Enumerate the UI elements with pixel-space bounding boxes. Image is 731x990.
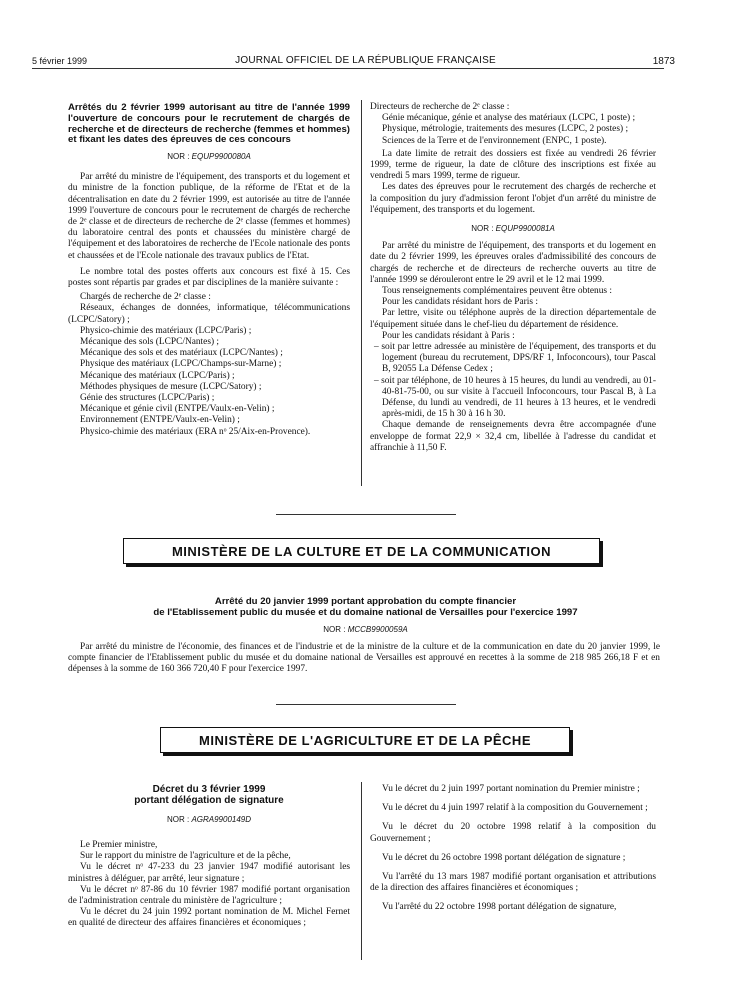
decret-right-column [370, 784, 656, 914]
header-rule [32, 68, 664, 69]
arrete1-body [68, 172, 350, 438]
paragraph: Par arrêté du ministre de l'équipement, des transports et du logement en date du 2 février 1999, les épreuves orales d'admissibilité des concours de chargés de recherche et de directeurs de recherche ouverts au titre de l'année 1999 se dérouleront entre le 29 avril et le 12 mai 1999. [370, 241, 656, 285]
arrete1-left-column [68, 103, 350, 438]
bullet-item: – soit par téléphone, de 10 heures à 15 heures, du lundi au vendredi, au 01-40-81-75-00, ou sur visite à l'accueil Infoconcours, tour Pascal B, à La Défense, du lundi au vendredi, de 11 heures à 13 heures, et le vendredi après-midi, de 15 h 30 à 16 h 30. [374, 375, 656, 420]
paragraph: Pour les candidats résidant à Paris : [382, 330, 515, 341]
list-item: Méthodes physiques de mesure (LCPC/Satory) ; [80, 381, 262, 392]
decret-nor [68, 815, 350, 824]
paragraph: Tous renseignements complémentaires peuvent être obtenus : [382, 286, 613, 297]
list-item: Physico-chimie des matériaux (ERA nᵒ 25/Aix-en-Provence). [80, 426, 311, 437]
paragraph: Vu l'arrêté du 22 octobre 1998 portant délégation de signature, [382, 902, 617, 913]
section-rule [276, 704, 456, 705]
list-item: Génie des structures (LCPC/Paris) ; [80, 393, 215, 404]
ministry-label: MINISTÈRE DE LA CULTURE ET DE LA COMMUNICATION [171, 543, 552, 559]
paragraph: Pour les candidats résidant hors de Paris : [382, 297, 538, 308]
header-date: 5 février 1999 [32, 56, 88, 66]
nor-code: AGRA9900149D [191, 815, 252, 824]
list-item: Environnement (ENTPE/Vaulx-en-Velin) ; [80, 415, 240, 426]
nor-label: NOR : [167, 152, 190, 162]
arrete2-title [40, 596, 691, 618]
nor-code: EQUP9900080A [191, 152, 251, 162]
paragraph: Par lettre, visite ou téléphone auprès de la direction départementale de l'équipement située dans le chef-lieu du département de résidence. [370, 308, 656, 330]
title-line: de l'Etablissement public du musée et du domaine national de Versailles pour l'exercice 1997 [153, 607, 578, 618]
paragraph: Vu le décret du 2 juin 1997 portant nomination du Premier ministre ; [382, 784, 640, 794]
nor-code: MCCB9900059A [347, 625, 408, 634]
paragraph: La date limite de retrait des dossiers est fixée au vendredi 26 février 1999, terme de rigueur, la date de clôture des inscriptions est fixée au vendredi 5 mars 1999, terme de rigueur. [370, 148, 656, 182]
paragraph: Les dates des épreuves pour le recrutement des chargés de recherche et la composition du jury d'admission feront l'objet d'un arrêté du ministre de l'équipement, des transports et du logement. [370, 182, 656, 215]
list-item: Mécanique des matériaux (LCPC/Paris) ; [80, 370, 235, 381]
title-line: portant délégation de signature [134, 795, 284, 806]
paragraph: Le Premier ministre, [80, 840, 158, 850]
column-separator [361, 782, 362, 960]
column-separator [361, 100, 362, 486]
ministry-label: MINISTÈRE DE L'AGRICULTURE ET DE LA PÊCHE [199, 732, 531, 748]
list-item: Physico-chimie des matériaux (LCPC/Paris) ; [80, 325, 252, 336]
nor-label: NOR : [166, 815, 190, 824]
decret-title [68, 784, 350, 806]
section-rule [276, 514, 456, 515]
bullet-item: – soit par lettre adressée au ministère de l'équipement, des transports et du logement (bureau du recrutement, DPS/RF 1, Infoconcours), tour Pascal B, 92055 La Défense Cedex ; [374, 342, 656, 375]
paragraph: Chaque demande de renseignements devra être accompagnée d'une enveloppe de format 22,9 × 32,4 cm, libellée à l'adresse du candidat et affranchie à 11,50 F. [370, 420, 656, 453]
list-heading: Chargés de recherche de 2ᵉ classe : [80, 292, 211, 303]
nor-label: NOR : [323, 625, 346, 634]
list-item: Génie mécanique, génie et analyse des matériaux (LCPC, 1 poste) ; [382, 113, 636, 124]
list-item: Mécanique des sols (LCPC/Nantes) ; [80, 337, 220, 348]
list-item: Réseaux, échanges de données, informatique, télécommunications (LCPC/Satory) ; [68, 303, 350, 325]
page-number: 1873 [652, 56, 675, 67]
ministry-culture-heading [123, 538, 600, 564]
paragraph: Vu le décret du 24 juin 1992 portant nomination de M. Michel Fernet en qualité de directeur des affaires financières et économiques ; [68, 907, 350, 929]
arrete1-title: Arrêtés du 2 février 1999 autorisant au titre de l'année 1999 l'ouverture de concours pour le recrutement de chargés de recherche et de directeurs de recherche (femmes et hommes) et fixant les dates des épreuves de ces concours [68, 102, 350, 146]
dir-heading: Directeurs de recherche de 2ᵉ classe : [370, 102, 510, 112]
paragraph: Vu le décret du 20 octobre 1998 relatif à la composition du Gouvernement ; [370, 822, 656, 844]
journal-title: JOURNAL OFFICIEL DE LA RÉPUBLIQUE FRANÇAISE [235, 55, 496, 66]
list-item: Physique, métrologie, traitements des mesures (LCPC, 2 postes) ; [382, 124, 629, 135]
nor-code: EQUP9900081A [495, 224, 555, 234]
title-line: Arrêté du 20 janvier 1999 portant approbation du compte financier [214, 596, 517, 607]
paragraph: Vu le décret nᵒ 87-86 du 10 février 1987 modifié portant organisation de l'administration centrale du ministère de l'agriculture ; [68, 884, 350, 907]
list-item: Sciences de la Terre et de l'environnement (ENPC, 1 poste). [382, 135, 607, 146]
arrete1-nor [68, 152, 350, 161]
paragraph: Sur le rapport du ministre de l'agriculture et de la pêche, [80, 851, 291, 862]
paragraph: Le nombre total des postes offerts aux concours est fixé à 15. Ces postes sont répartis par grades et par disciplines de la manière suivante : [68, 266, 350, 289]
paragraph: Vu le décret du 26 octobre 1998 portant délégation de signature ; [382, 852, 626, 863]
list-item: Mécanique et génie civil (ENTPE/Vaulx-en-Velin) ; [80, 404, 275, 415]
ministry-agri-heading [160, 727, 570, 753]
paragraph: Vu le décret du 4 juin 1997 relatif à la composition du Gouvernement ; [382, 803, 648, 814]
nor-label: NOR : [471, 224, 494, 234]
paragraph: Par arrêté du ministre de l'équipement, des transports et du logement et du ministre de la fonction publique, de la réforme de l'Etat et de la décentralisation en date du 2 février 1999, est autorisée au titre de l'année 1999 l'ouverture de concours pour le recrutement de chargés de recherche de 2ᵉ classe et de directeurs de recherche de 2ᵉ classe (femmes et hommes) du laboratoire central des ponts et chaussées du ministère chargé de l'équipement et des laboratoires de recherche de l'Ecole nationale des ponts et chaussées et de l'Ecole nationale des travaux publics de l'Etat. [68, 172, 350, 261]
arrete1b-nor [370, 223, 656, 234]
paragraph: Vu le décret nᵒ 47-233 du 23 janvier 1947 modifié autorisant les ministres à déléguer, par arrêté, leur signature ; [68, 862, 350, 884]
paragraph: Vu l'arrêté du 13 mars 1987 modifié portant organisation et attributions de la direction des affaires financières et économiques ; [370, 872, 656, 894]
arrete2-text: Par arrêté du ministre de l'économie, des finances et de l'industrie et de la ministre de la culture et de la communication en date du 20 janvier 1999, le compte financier de l'Etablissement public du musée et du domaine national de Versailles est approuvé en recettes à la somme de 218 985 266,18 F et en dépenses à la somme de 160 366 720,40 F pour l'exercice 1997. [68, 642, 660, 675]
arrete2-nor [40, 625, 691, 634]
decret-left-column [68, 840, 350, 930]
arrete1-right-column [370, 102, 656, 454]
title-line: Décret du 3 février 1999 [152, 784, 266, 795]
list-item: Mécanique des sols et des matériaux (LCPC/Nantes) ; [80, 348, 283, 359]
list-item: Physique des matériaux (LCPC/Champs-sur-Marne) ; [80, 359, 282, 370]
